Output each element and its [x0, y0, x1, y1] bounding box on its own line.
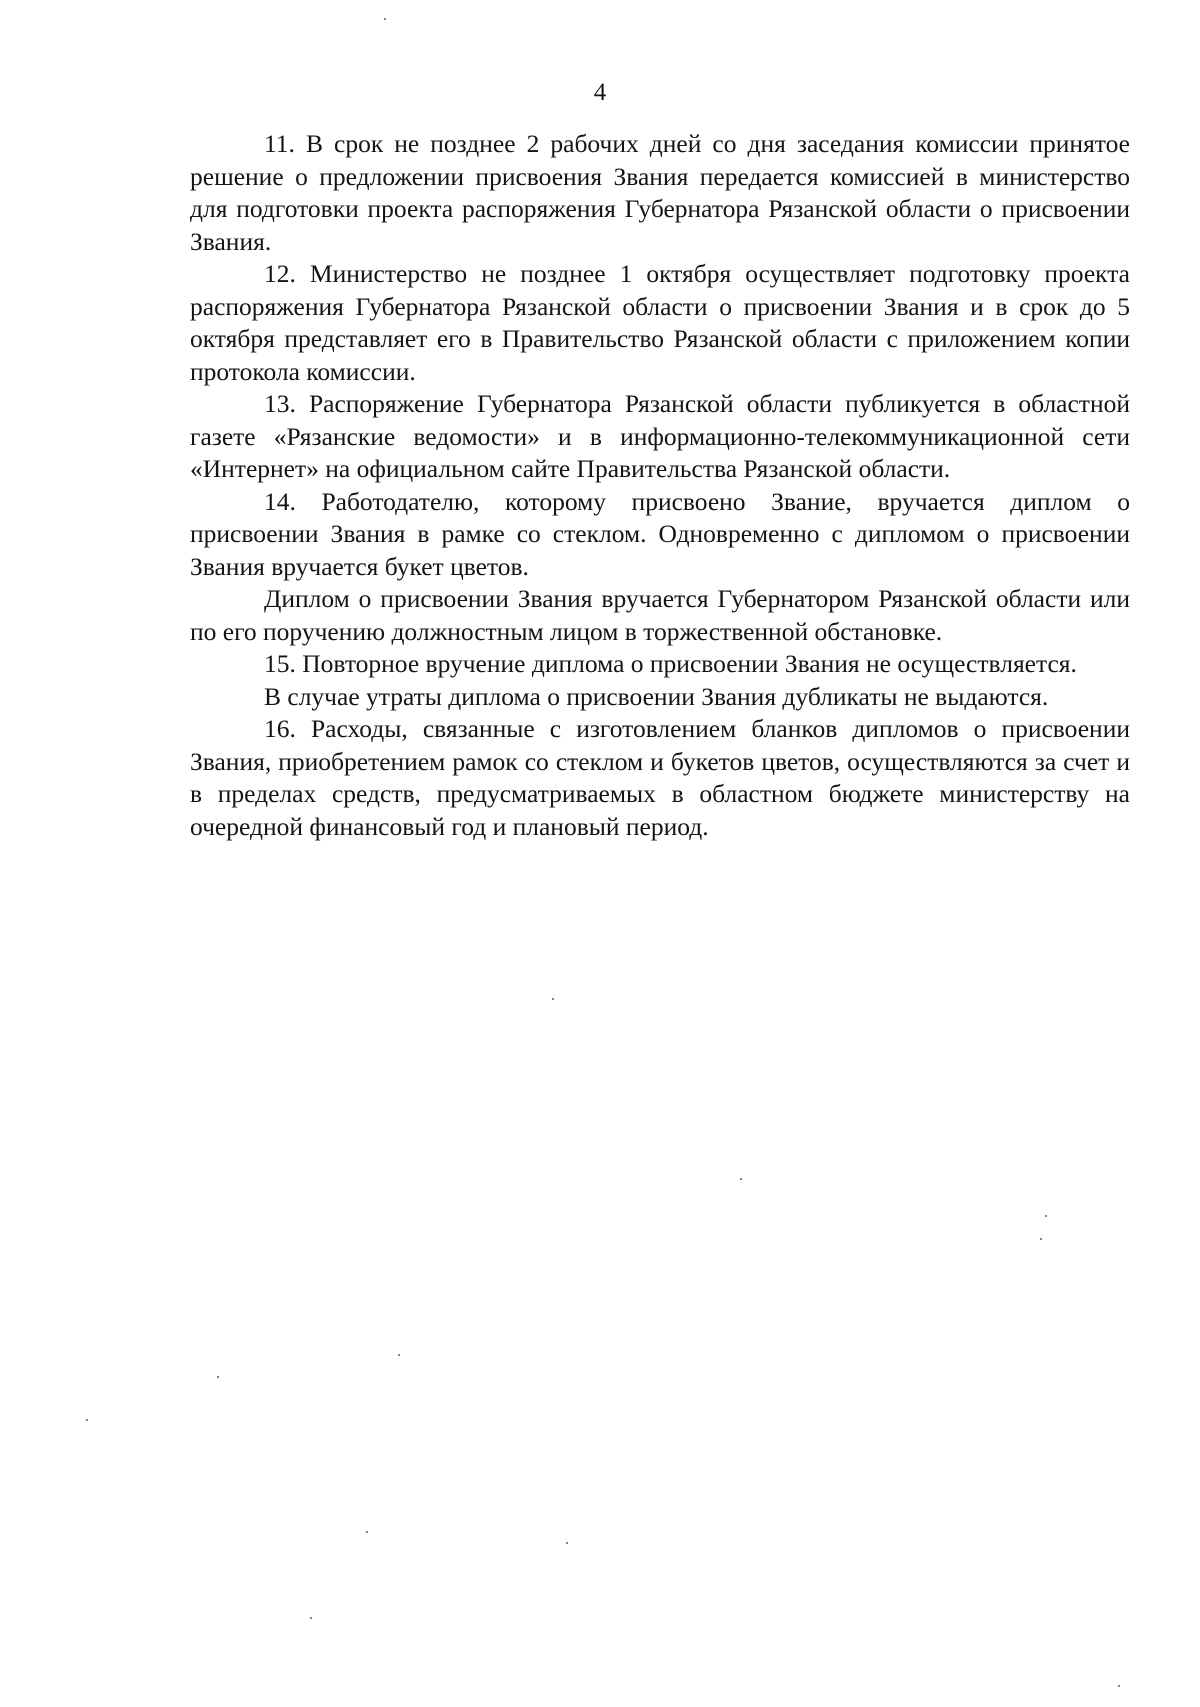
- scan-speck: [552, 998, 554, 1000]
- paragraph-14: 14. Работодателю, которому присвоено Звание, вручается диплом о присвоении Звания в рамке со стеклом. Одновременно с дипломом о присвоении Звания вручается букет цветов.: [190, 486, 1130, 581]
- paragraph-13: 13. Распоряжение Губернатора Рязанской области публикуется в областной газете «Рязанские ведомости» и в информационно-телекоммуникационной сети «Интернет» на официальном сайте Правительства Рязанской области.: [190, 389, 1130, 483]
- scan-speck: [740, 1178, 742, 1180]
- paragraph-15: 15. Повторное вручение диплома о присвоении Звания не осуществляется.: [264, 649, 1077, 678]
- paragraph-15-duplicates: В случае утраты диплома о присвоении Звания дубликаты не выдаются.: [264, 681, 1049, 711]
- scan-speck: [398, 1354, 400, 1356]
- page-number: 4: [593, 79, 607, 106]
- scan-speck: [1045, 1215, 1047, 1217]
- document-body: [190, 128, 1130, 843]
- scan-speck: [217, 1376, 219, 1378]
- paragraph-16: 16. Расходы, связанные с изготовлением бланков дипломов о присвоении Звания, приобретением рамок со стеклом и букетов цветов, осуществляются за счет и в пределах средств, предусматриваемых в областном бюджете министерству на очередной финансовый год и плановый период.: [190, 714, 1130, 841]
- paragraph-11: 11. В срок не позднее 2 рабочих дней со дня заседания комиссии принятое решение о предложении присвоения Звания передается комиссией в министерство для подготовки проекта распоряжения Губернатора Рязанской области о присвоении Звания.: [190, 129, 1130, 256]
- scan-speck: [566, 1542, 568, 1544]
- scan-speck: [366, 1531, 368, 1533]
- paragraph-12: 12. Министерство не позднее 1 октября осуществляет подготовку проекта распоряжения Губернатора Рязанской области о присвоении Звания и в срок до 5 октября представляет его в Правительство Рязанской области с приложением копии протокола комиссии.: [190, 259, 1130, 386]
- paragraph-14-diploma-presentation: Диплом о присвоении Звания вручается Губернатором Рязанской области или по его поручению должностным лицом в торжественной обстановке.: [190, 584, 1130, 646]
- scan-speck: [310, 1617, 312, 1619]
- scan-speck: [86, 1419, 88, 1421]
- scan-speck: [1118, 1685, 1120, 1687]
- scan-speck: [384, 18, 386, 20]
- scan-speck: [1040, 1238, 1042, 1240]
